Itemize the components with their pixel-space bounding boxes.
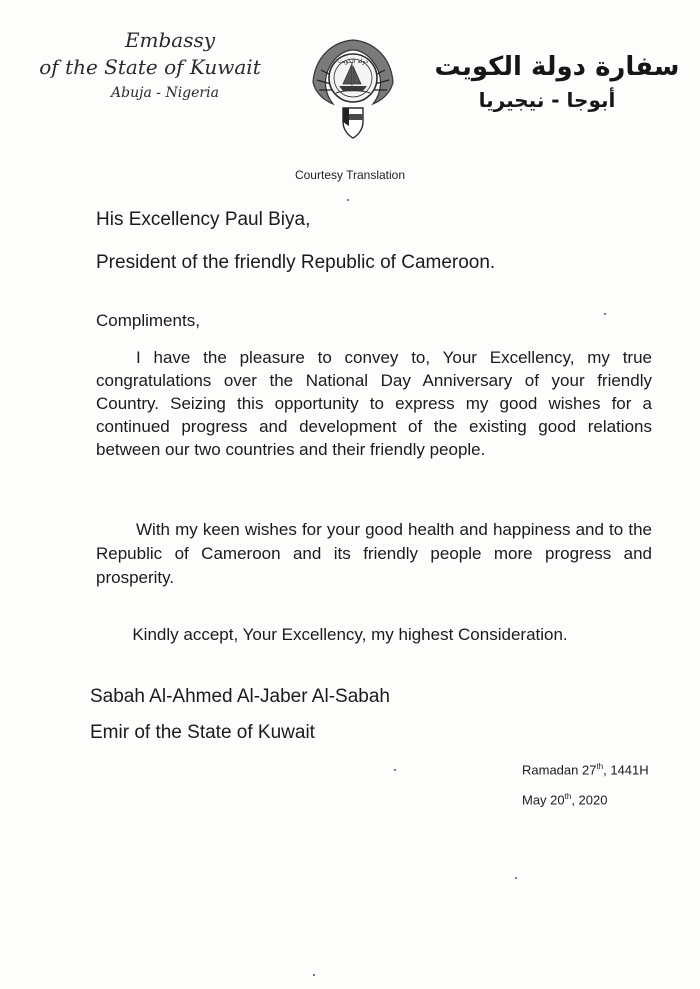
salutation: Compliments,: [96, 311, 200, 330]
signatory-name: Sabah Al-Ahmed Al-Jaber Al-Sabah: [90, 686, 390, 707]
hijri-date: [522, 762, 649, 777]
emblem-inscription: دولة الكويت: [338, 58, 368, 65]
letterhead-state: of the State of Kuwait: [39, 55, 261, 79]
gregorian-date-day: May 20: [522, 792, 565, 808]
closing-line: Kindly accept, Your Excellency, my highest Consideration.: [132, 625, 568, 644]
letterhead-city: Abuja - Nigeria: [111, 85, 219, 101]
hijri-date-day: Ramadan 27: [522, 762, 597, 778]
scan-speck: [313, 974, 315, 976]
letterhead-embassy: Embassy: [124, 28, 216, 52]
body-paragraph-2: With my keen wishes for your good health and happiness and to the Republic of Cameroon and its friendly people more progress and prosperity.: [96, 520, 652, 587]
gregorian-date: [522, 792, 607, 807]
letterhead-arabic: [432, 52, 682, 112]
gregorian-date-year: , 2020: [571, 792, 608, 808]
letterhead-english: [30, 28, 270, 101]
scan-speck: [604, 313, 606, 315]
scan-speck: [515, 877, 517, 879]
gregorian-date-suffix: th: [564, 792, 572, 801]
letterhead-arabic-city: أبوجا - نيجيريا: [478, 88, 616, 112]
letterhead-arabic-embassy: سفارة دولة الكويت: [434, 52, 680, 82]
scan-speck: [394, 769, 396, 771]
scan-speck: [347, 199, 349, 201]
kuwait-emblem-icon: [303, 30, 403, 150]
addressee-name: His Excellency Paul Biya,: [96, 209, 311, 230]
addressee-title: President of the friendly Republic of Cameroon.: [96, 252, 496, 273]
signatory-title: Emir of the State of Kuwait: [90, 722, 315, 743]
hijri-date-year: , 1441H: [603, 762, 649, 778]
body-paragraph-1: I have the pleasure to convey to, Your Excellency, my true congratulations over the National Day Anniversary of your friendly Country. Seizing this opportunity to express my good wishes for a continued progress and development of the existing good relations between our two countries and their friendly people.: [96, 348, 652, 459]
hijri-date-suffix: th: [596, 762, 604, 771]
courtesy-translation-note: Courtesy Translation: [294, 168, 406, 182]
